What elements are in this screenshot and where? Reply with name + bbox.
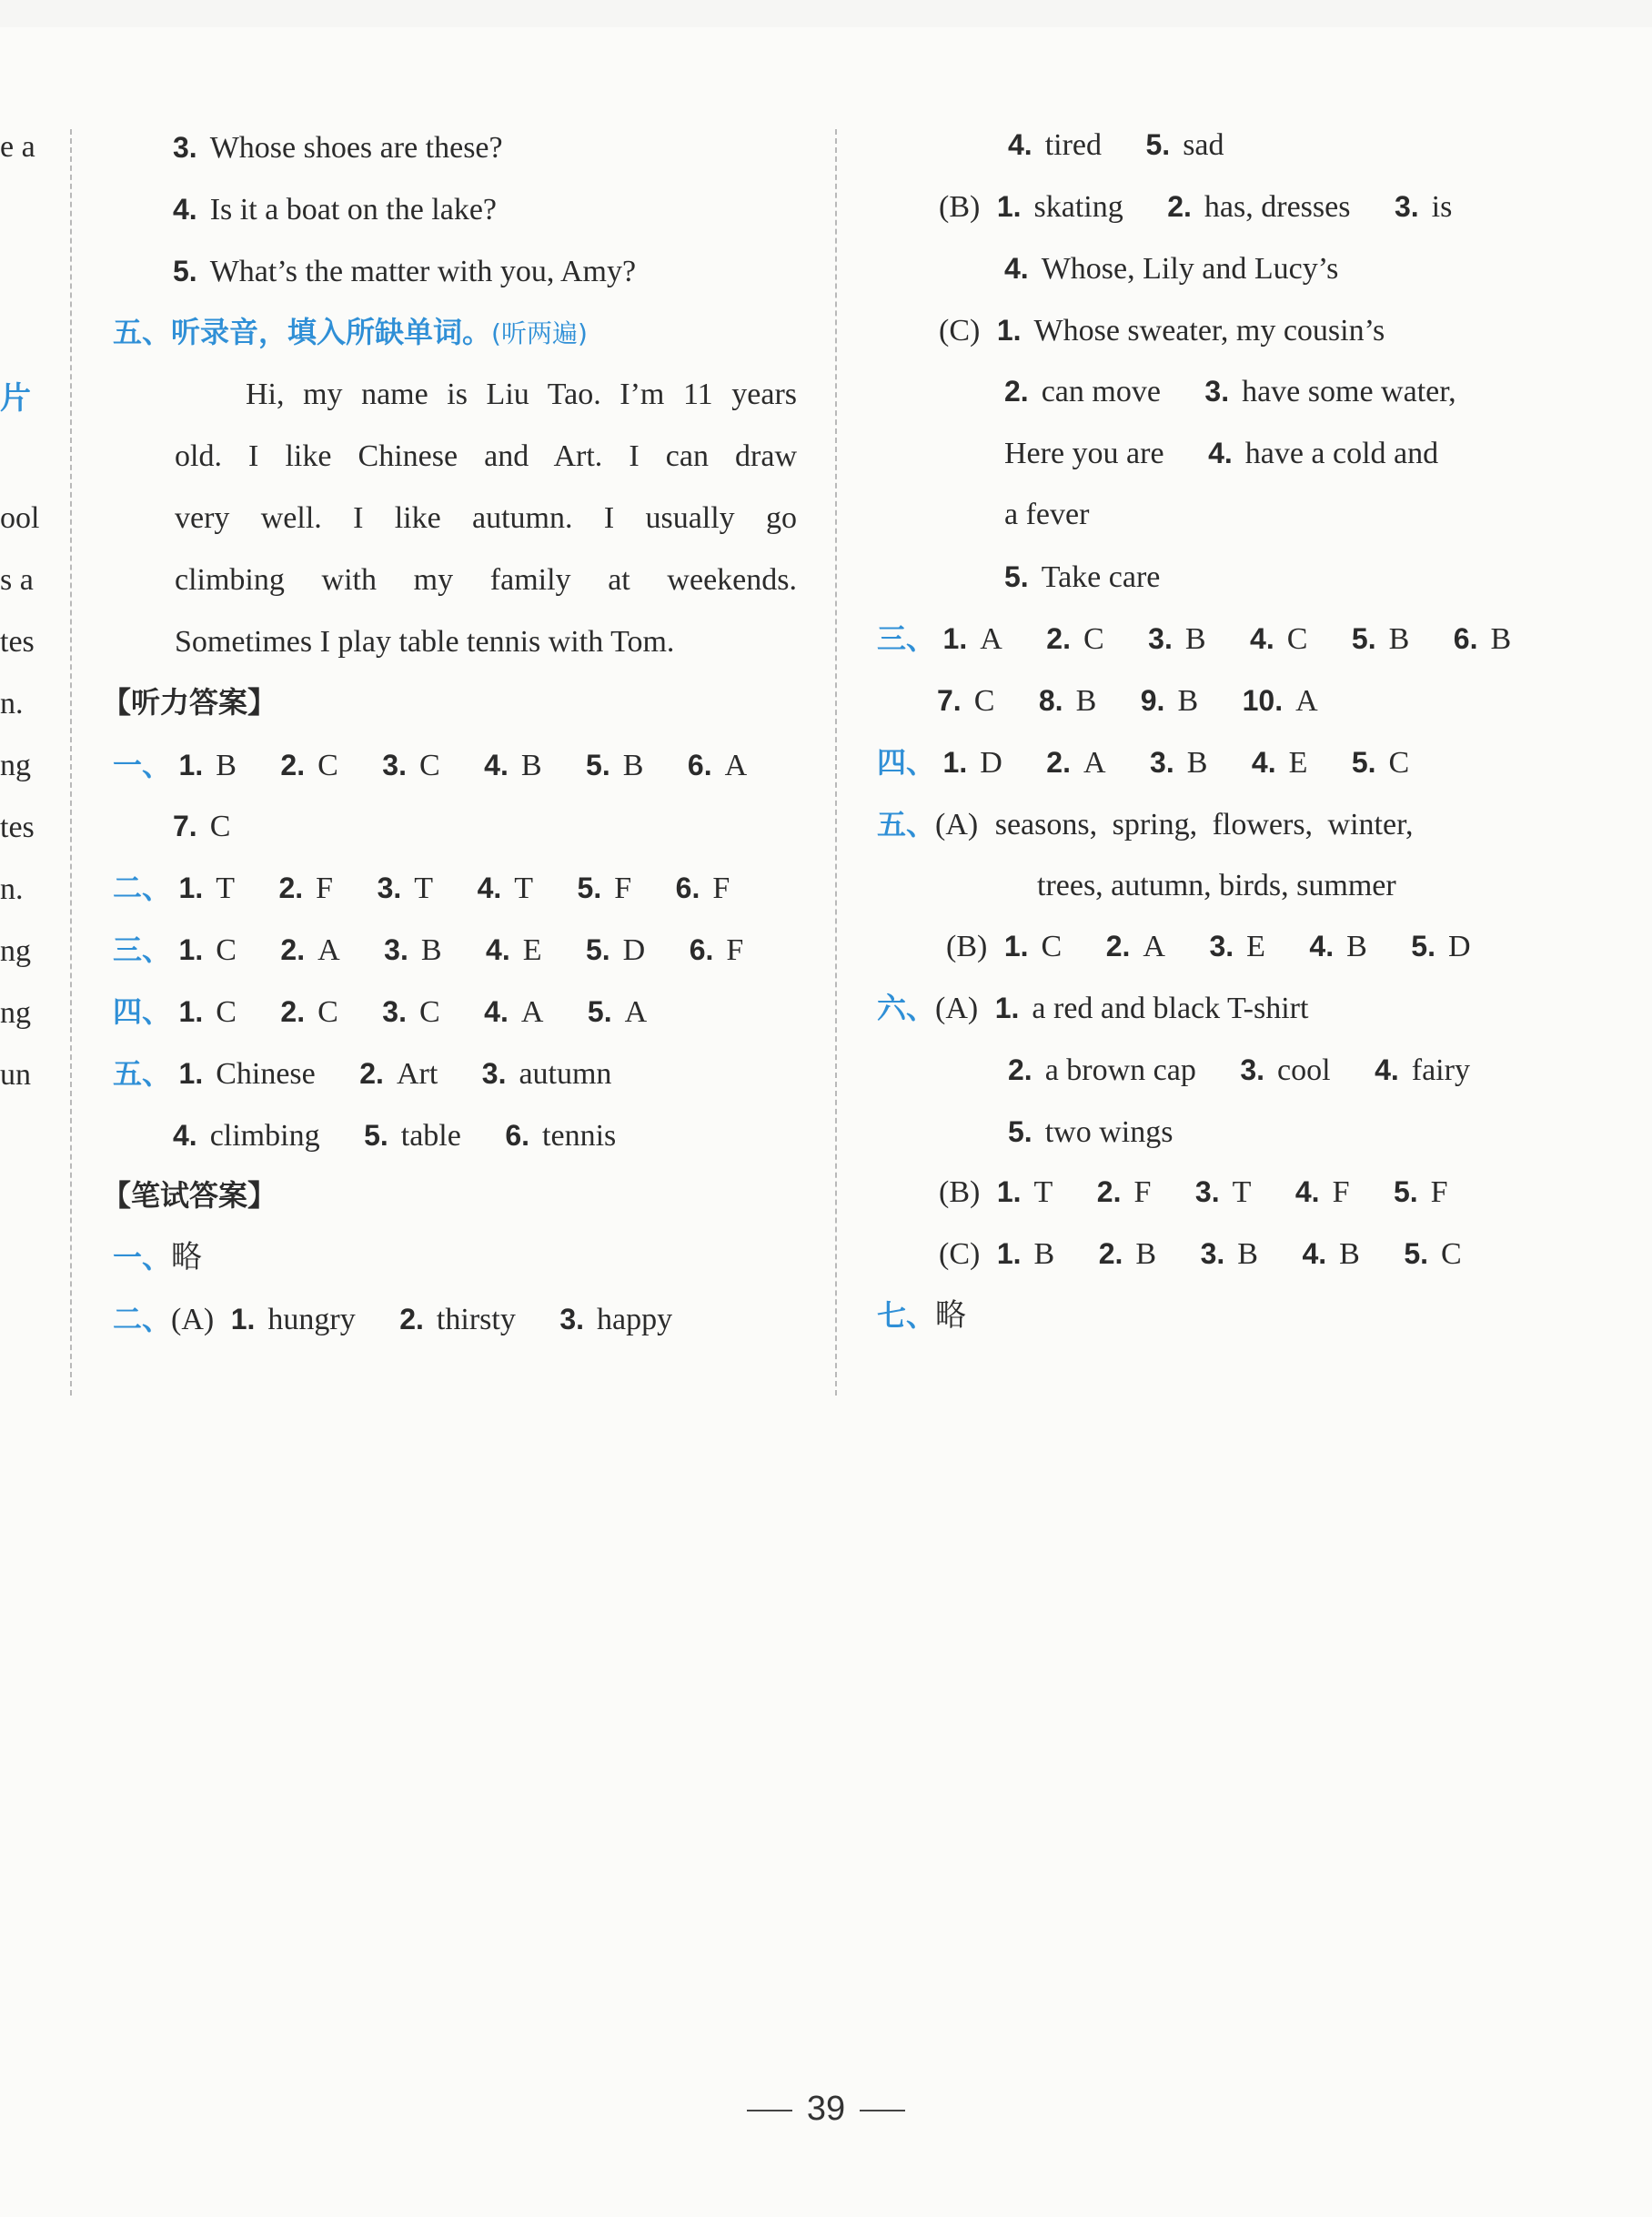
answer-row: 2. can move 3. have some water, xyxy=(1004,375,1456,408)
passage-line: Sometimes I play table tennis with Tom. xyxy=(175,625,675,659)
answer-row: 三、 1. C 2. A 3. B 4. E 5. D 6. F xyxy=(113,932,744,967)
answer-row: 5. Take care xyxy=(1004,560,1161,594)
answer-row: 2. a brown cap 3. cool 4. fairy xyxy=(1008,1053,1470,1087)
answer-row: (C) 1. Whose sweater, my cousin’s xyxy=(939,314,1385,348)
answer-row: 一、 1. B 2. C 3. C 4. B 5. B 6. A xyxy=(113,748,748,782)
edge-fragment: ng xyxy=(0,934,31,968)
answer-row: (B) 1. skating 2. has, dresses 3. is xyxy=(939,190,1453,224)
answer-row: 7. C xyxy=(173,810,231,843)
page-number xyxy=(0,2090,1652,2129)
answer-row: 七、略 xyxy=(877,1297,967,1334)
listening-answers-heading: 【听力答案】 xyxy=(102,685,277,720)
answer-row: 四、 1. C 2. C 3. C 4. A 5. A xyxy=(113,994,648,1029)
written-answers-heading: 【笔试答案】 xyxy=(102,1178,277,1213)
edge-fragment: n. xyxy=(0,872,24,906)
answer-row: (B) 1. C 2. A 3. E 4. B 5. D xyxy=(946,930,1471,963)
answer-row: 五、 1. Chinese 2. Art 3. autumn xyxy=(113,1056,612,1091)
answer-row: 4. Whose, Lily and Lucy’s xyxy=(1004,252,1339,286)
answer-row: 二、 1. T 2. F 3. T 4. T 5. F 6. F xyxy=(113,871,730,905)
answer-line: 3. Whose shoes are these? xyxy=(173,131,503,165)
answer-row: 4. tired 5. sad xyxy=(1008,128,1224,162)
passage-line: climbing with my family at weekends. xyxy=(175,563,797,597)
edge-fragment: n. xyxy=(0,687,24,721)
page-number-value: 39 xyxy=(806,2090,846,2128)
answer-line: 4. Is it a boat on the lake? xyxy=(173,193,498,227)
answer-row: 4. climbing 5. table 6. tennis xyxy=(173,1119,617,1153)
page-number-dash xyxy=(747,2110,792,2111)
answer-row: trees, autumn, birds, summer xyxy=(1037,869,1396,902)
edge-fragment: ng xyxy=(0,996,31,1030)
edge-fragment: un xyxy=(0,1058,31,1092)
answer-row: 四、 1. D 2. A 3. B 4. E 5. C xyxy=(877,745,1410,780)
passage-line: Hi, my name is Liu Tao. I’m 11 years xyxy=(246,378,797,411)
column-divider xyxy=(70,129,72,1396)
edge-fragment: tes xyxy=(0,625,35,659)
answer-row: Here you are 4. have a cold and xyxy=(1004,437,1439,470)
edge-fragment: e a xyxy=(0,130,35,164)
answer-line: 5. What’s the matter with you, Amy? xyxy=(173,255,637,288)
answer-row: (C) 1. B 2. B 3. B 4. B 5. C xyxy=(939,1237,1462,1271)
edge-fragment: 片 xyxy=(0,380,31,417)
answer-row: (B) 1. T 2. F 3. T 4. F 5. F xyxy=(939,1175,1448,1209)
column-divider xyxy=(835,129,837,1396)
answer-row: a fever xyxy=(1004,498,1090,531)
answer-row: 五、(A) seasons, spring, flowers, winter, xyxy=(877,807,1414,841)
edge-fragment: tes xyxy=(0,811,35,844)
answer-row: 三、 1. A 2. C 3. B 4. C 5. B 6. B xyxy=(877,621,1512,656)
answer-row: 5. two wings xyxy=(1008,1115,1174,1149)
edge-fragment: s a xyxy=(0,563,34,597)
passage-line: old. I like Chinese and Art. I can draw xyxy=(175,439,797,473)
answer-row: 一、略 xyxy=(113,1239,203,1275)
answer-row: 二、(A) 1. hungry 2. thirsty 3. happy xyxy=(113,1302,673,1336)
edge-fragment: ng xyxy=(0,749,31,782)
answer-row: 7. C 8. B 9. B 10. A xyxy=(937,684,1318,718)
answer-row: 六、(A) 1. a red and black T-shirt xyxy=(877,991,1309,1025)
passage-line: very well. I like autumn. I usually go xyxy=(175,501,797,535)
edge-fragment: ool xyxy=(0,501,40,535)
section-heading: 五、听录音，填入所缺单词。(听两遍) xyxy=(113,315,588,349)
page-number-dash xyxy=(860,2110,905,2111)
